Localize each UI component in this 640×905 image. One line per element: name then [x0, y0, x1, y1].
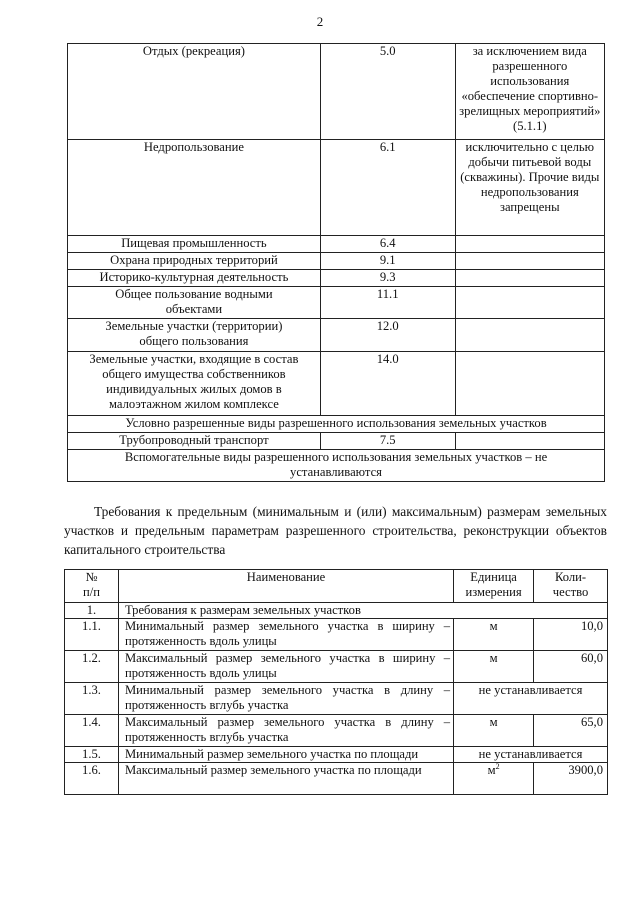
row-num: 1.3. — [65, 683, 119, 715]
row-num: 1.6. — [65, 763, 119, 795]
use-note — [455, 270, 604, 287]
section-header-row — [68, 416, 605, 433]
row-num: 1.1. — [65, 619, 119, 651]
row-num: 1. — [65, 603, 119, 619]
use-code: 6.4 — [320, 236, 455, 253]
use-name: Историко-культурная деятельность — [68, 270, 321, 287]
use-code: 6.1 — [320, 140, 455, 236]
use-note: за исключением вида разрешенного использования «обеспечение спортивно-зрелищных мероприятий» (5.1.1) — [455, 44, 604, 140]
use-code: 9.1 — [320, 253, 455, 270]
use-code: 5.0 — [320, 44, 455, 140]
use-name: Земельные участки, входящие в состав общего имущества собственников индивидуальных жилых домов в малоэтажном жилом комплексе — [68, 352, 321, 416]
row-qty: 65,0 — [534, 715, 608, 747]
land-use-table — [67, 43, 605, 482]
use-code: 9.3 — [320, 270, 455, 287]
unit-superscript: 2 — [495, 761, 500, 771]
col-header-name: Наименование — [118, 570, 453, 603]
use-note — [455, 287, 604, 319]
row-name: Минимальный размер земельного участка в ширину – протяженность вдоль улицы — [118, 619, 453, 651]
table-row — [68, 352, 605, 416]
section-title: Требования к размерам земельных участков — [118, 603, 607, 619]
use-code: 7.5 — [320, 433, 455, 450]
use-note — [455, 236, 604, 253]
requirements-paragraph: Требования к предельным (минимальным и (или) максимальным) размерам земельных участков и предельным параметрам разрешенного строительства, реконструкции объектов капитального строительства — [64, 504, 607, 557]
auxiliary-uses-note: Вспомогательные виды разрешенного использования земельных участков – не устанавливаются — [68, 450, 605, 482]
table-row — [65, 619, 608, 651]
table-row — [68, 140, 605, 236]
page-number: 2 — [316, 14, 324, 29]
conditional-uses-header: Условно разрешенные виды разрешенного использования земельных участков — [68, 416, 605, 433]
use-note: исключительно с целью добычи питьевой воды (скважины). Прочие виды недропользования запрещены — [455, 140, 604, 236]
table-row — [68, 236, 605, 253]
row-name: Максимальный размер земельного участка по площади — [118, 763, 453, 795]
row-qty: 60,0 — [534, 651, 608, 683]
row-unit: м — [454, 715, 534, 747]
table-row — [68, 287, 605, 319]
section-header-row — [68, 450, 605, 482]
use-note — [455, 433, 604, 450]
use-note — [455, 253, 604, 270]
use-note — [455, 319, 604, 352]
use-name: Охрана природных территорий — [68, 253, 321, 270]
col-header-qty: Коли-чество — [534, 570, 608, 603]
use-name: Недропользование — [68, 140, 321, 236]
row-name: Минимальный размер земельного участка в длину – протяженность вглубь участка — [118, 683, 453, 715]
row-unit: м — [454, 619, 534, 651]
table-row — [68, 253, 605, 270]
table-row — [65, 747, 608, 763]
use-note — [455, 352, 604, 416]
use-name: Земельные участки (территории) общего пользования — [68, 319, 321, 352]
row-not-set: не устанавливается — [454, 683, 608, 715]
table-row — [65, 715, 608, 747]
row-name: Минимальный размер земельного участка по площади — [118, 747, 453, 763]
row-qty: 10,0 — [534, 619, 608, 651]
row-unit — [454, 763, 534, 795]
row-name: Максимальный размер земельного участка в длину – протяженность вглубь участка — [118, 715, 453, 747]
table-row — [68, 433, 605, 450]
row-not-set: не устанавливается — [454, 747, 608, 763]
use-name: Трубопроводный транспорт — [68, 433, 321, 450]
row-name: Максимальный размер земельного участка в ширину – протяженность вдоль улицы — [118, 651, 453, 683]
use-name: Отдых (рекреация) — [68, 44, 321, 140]
header-row — [65, 570, 608, 603]
row-num: 1.4. — [65, 715, 119, 747]
table-row — [68, 319, 605, 352]
row-num: 1.5. — [65, 747, 119, 763]
section-row — [65, 603, 608, 619]
row-num: 1.2. — [65, 651, 119, 683]
table-row — [65, 651, 608, 683]
parameters-table — [64, 569, 608, 795]
row-qty: 3900,0 — [534, 763, 608, 795]
table-row — [65, 763, 608, 795]
use-name: Общее пользование водными объектами — [68, 287, 321, 319]
row-unit: м — [454, 651, 534, 683]
table-row — [68, 270, 605, 287]
col-header-num: № п/п — [65, 570, 119, 603]
unit-text: м — [487, 763, 496, 777]
use-name: Пищевая промышленность — [68, 236, 321, 253]
table-row — [65, 683, 608, 715]
use-code: 11.1 — [320, 287, 455, 319]
use-code: 12.0 — [320, 319, 455, 352]
use-code: 14.0 — [320, 352, 455, 416]
table-row — [68, 44, 605, 140]
col-header-unit: Единица измерения — [454, 570, 534, 603]
